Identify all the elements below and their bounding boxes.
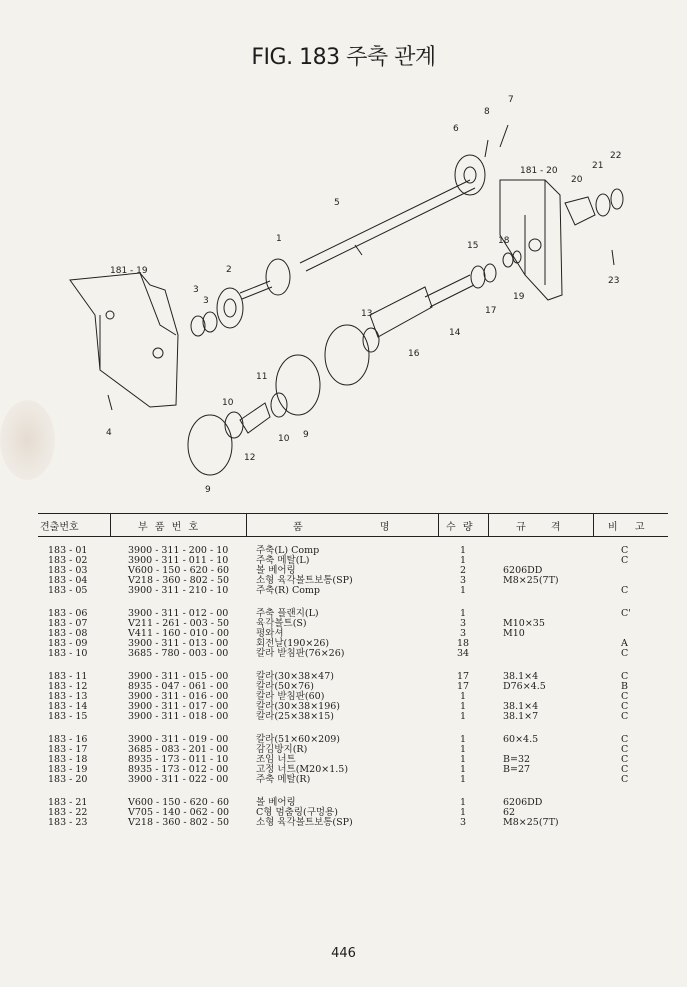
cell-qty: 1 [459,764,467,775]
callout-8: 8 [484,107,490,117]
cell-spec: 60×4.5 [503,734,539,745]
callout-21: 21 [592,161,604,171]
cell-spec: B=27 [503,764,531,775]
cell-name: 소형 육각볼트보통(SP) [256,575,353,586]
cell-part: V411 - 160 - 010 - 00 [128,628,230,639]
header-part-number: 부 품 번 호 [138,522,201,533]
cell-name: 주축 메탈(R) [256,774,311,785]
cell-remark: C [621,545,629,556]
cell-qty: 18 [456,638,470,649]
cell-no: 183 - 17 [48,744,88,755]
cell-qty: 1 [459,807,467,818]
header-qty: 수 량 [446,522,475,533]
header-spec: 규 격 [516,522,563,533]
callout-13: 13 [361,309,373,319]
cell-name: 감김방지(R) [256,744,308,755]
callout-4: 4 [106,428,112,438]
cell-qty: 1 [459,555,467,566]
cell-spec: 38.1×4 [503,671,539,682]
cell-no: 183 - 23 [48,817,88,828]
cell-qty: 1 [459,774,467,785]
cell-qty: 1 [459,711,467,722]
cell-remark: A [621,638,628,649]
cell-name: 주축(R) Comp [256,585,321,596]
callout-23: 23 [608,276,620,286]
cell-remark: C [621,585,629,596]
parts-table [38,513,668,828]
callout-20: 20 [571,175,583,185]
cell-part: 8935 - 047 - 061 - 00 [128,681,229,692]
cell-spec: M10 [503,628,525,639]
cell-name: 조임 너트 [256,754,296,765]
cell-remark: C [621,734,629,745]
callout-22: 22 [610,151,622,161]
callout-7: 7 [508,95,514,105]
callout-3: 3 [193,285,199,295]
shaft-5 [300,180,475,271]
cell-name: 볼 베어링 [256,565,296,576]
cell-qty: 1 [459,754,467,765]
page-title: FIG. 183 주축 관계 [251,45,436,70]
cell-no: 183 - 04 [48,575,88,586]
cell-spec: 62 [503,807,516,818]
callout-181-19: 181 - 19 [110,266,148,276]
cell-part: 3900 - 311 - 200 - 10 [128,545,229,556]
table-header [38,513,668,537]
table-body [38,546,668,828]
cell-part: 3900 - 311 - 011 - 10 [128,555,229,566]
callout-9b: 9 [205,485,211,495]
cell-part: V705 - 140 - 062 - 00 [128,807,230,818]
cell-part: 8935 - 173 - 011 - 10 [128,754,229,765]
cell-name: 칼라 받침판(60) [256,691,325,702]
callout-5: 5 [334,198,340,208]
cell-part: 3900 - 311 - 018 - 00 [128,711,229,722]
cell-no: 183 - 13 [48,691,88,702]
callout-18: 18 [498,236,510,246]
cell-no: 183 - 16 [48,734,88,745]
cell-name: 주축(L) Comp [256,545,320,556]
cell-no: 183 - 01 [48,545,88,556]
callout-10b: 10 [278,434,290,444]
cell-remark: C [621,701,629,712]
cell-qty: 2 [459,565,467,576]
cell-part: 3900 - 311 - 015 - 00 [128,671,229,682]
cell-name: 평와셔 [256,628,284,639]
cell-no: 183 - 02 [48,555,88,566]
callout-11: 11 [256,372,268,382]
table-row [38,818,668,828]
cell-spec: 6206DD [503,565,543,576]
cell-name: 칼라(30×38×47) [256,671,334,682]
cell-part: 3900 - 311 - 013 - 00 [128,638,229,649]
cell-qty: 3 [459,575,467,586]
cell-part: V218 - 360 - 802 - 50 [128,575,230,586]
cell-name: 육각볼트(S) [256,618,307,629]
cell-name: 고정 너트(M20×1.5) [256,764,349,775]
cell-spec: 38.1×4 [503,701,539,712]
cell-qty: 34 [456,648,470,659]
callout-6: 6 [453,124,459,134]
left-housing [70,273,178,407]
page-number: 446 [331,946,356,961]
callout-16: 16 [408,349,420,359]
cell-part: 3685 - 083 - 201 - 00 [128,744,229,755]
header-remarks: 비 고 [608,522,647,533]
cell-no: 183 - 21 [48,797,88,808]
cell-no: 183 - 06 [48,608,88,619]
cell-name: 칼라(51×60×209) [256,734,340,745]
cell-no: 183 - 11 [48,671,88,682]
cell-remark: C [621,774,629,785]
cell-no: 183 - 08 [48,628,88,639]
cell-no: 183 - 07 [48,618,88,629]
cell-qty: 3 [459,628,467,639]
table-row [38,649,668,659]
cell-no: 183 - 05 [48,585,88,596]
cell-qty: 1 [459,691,467,702]
cell-no: 183 - 20 [48,774,88,785]
cell-name: 회전날(190×26) [256,638,330,649]
cell-remark: C [621,691,629,702]
cell-remark: C [621,744,629,755]
callout-9: 9 [303,430,309,440]
cell-no: 183 - 03 [48,565,88,576]
cell-qty: 3 [459,817,467,828]
cell-name: C형 멈춤링(구멍용) [256,807,338,818]
callout-14: 14 [449,328,461,338]
header-no: 견출번호 [40,522,79,533]
cell-spec: M8×25(7T) [503,575,559,586]
table-row [38,775,668,785]
cell-no: 183 - 22 [48,807,88,818]
table-row [38,586,668,596]
cell-part: 3900 - 311 - 016 - 00 [128,691,229,702]
cell-qty: 1 [459,545,467,556]
cell-name: 소형 육각볼트보통(SP) [256,817,353,828]
callout-181-20: 181 - 20 [520,166,558,176]
cell-name: 주축 메탈(L) [256,555,310,566]
cell-name: 주축 플랜지(L) [256,608,319,619]
callout-10: 10 [222,398,234,408]
cell-spec: M10×35 [503,618,545,629]
cell-part: V600 - 150 - 620 - 60 [128,565,230,576]
cell-qty: 1 [459,585,467,596]
header-part-name: 품 명 [293,522,392,533]
cell-no: 183 - 10 [48,648,88,659]
callout-1: 1 [276,234,282,244]
cell-remark: C [621,648,629,659]
callout-labels [106,95,621,495]
cell-no: 183 - 12 [48,681,88,692]
cell-part: 3900 - 311 - 210 - 10 [128,585,229,596]
cell-remark: C [621,754,629,765]
cell-part: V600 - 150 - 620 - 60 [128,797,230,808]
cell-qty: 1 [459,608,467,619]
cell-name: 칼라(25×38×15) [256,711,334,722]
cell-qty: 1 [459,734,467,745]
cell-name: 칼라 받침판(76×26) [256,648,345,659]
cell-qty: 1 [459,744,467,755]
callout-19: 19 [513,292,525,302]
cell-name: 칼라(30×38×196) [256,701,340,712]
cell-qty: 17 [456,681,470,692]
cell-spec: 38.1×7 [503,711,539,722]
callout-3b: 3 [203,296,209,306]
callout-12: 12 [244,453,256,463]
cell-no: 183 - 09 [48,638,88,649]
cell-qty: 1 [459,797,467,808]
cell-name: 칼라(50×76) [256,681,314,692]
cell-part: 3900 - 311 - 019 - 00 [128,734,229,745]
exploded-parts-diagram [0,85,687,505]
cell-remark: C' [621,608,631,619]
cell-part: 3685 - 780 - 003 - 00 [128,648,229,659]
cell-part: V211 - 261 - 003 - 50 [128,618,230,629]
cell-no: 183 - 14 [48,701,88,712]
cell-no: 183 - 15 [48,711,88,722]
cell-no: 183 - 19 [48,764,88,775]
cell-remark: C [621,671,629,682]
cell-part: V218 - 360 - 802 - 50 [128,817,230,828]
cell-spec: 6206DD [503,797,543,808]
table-row [38,712,668,722]
cell-remark: C [621,764,629,775]
cell-remark: C [621,711,629,722]
callout-15: 15 [467,241,479,251]
cell-qty: 1 [459,701,467,712]
cell-qty: 3 [459,618,467,629]
cell-remark: C [621,555,629,566]
cell-name: 볼 베어링 [256,797,296,808]
cell-spec: B=32 [503,754,531,765]
cell-part: 3900 - 311 - 012 - 00 [128,608,229,619]
callout-2: 2 [226,265,232,275]
cell-no: 183 - 18 [48,754,88,765]
cell-qty: 17 [456,671,470,682]
cell-spec: M8×25(7T) [503,817,559,828]
callout-17: 17 [485,306,497,316]
cell-part: 8935 - 173 - 012 - 00 [128,764,229,775]
cell-part: 3900 - 311 - 017 - 00 [128,701,229,712]
cell-part: 3900 - 311 - 022 - 00 [128,774,229,785]
cell-remark: B [621,681,628,692]
cell-spec: D76×4.5 [503,681,546,692]
